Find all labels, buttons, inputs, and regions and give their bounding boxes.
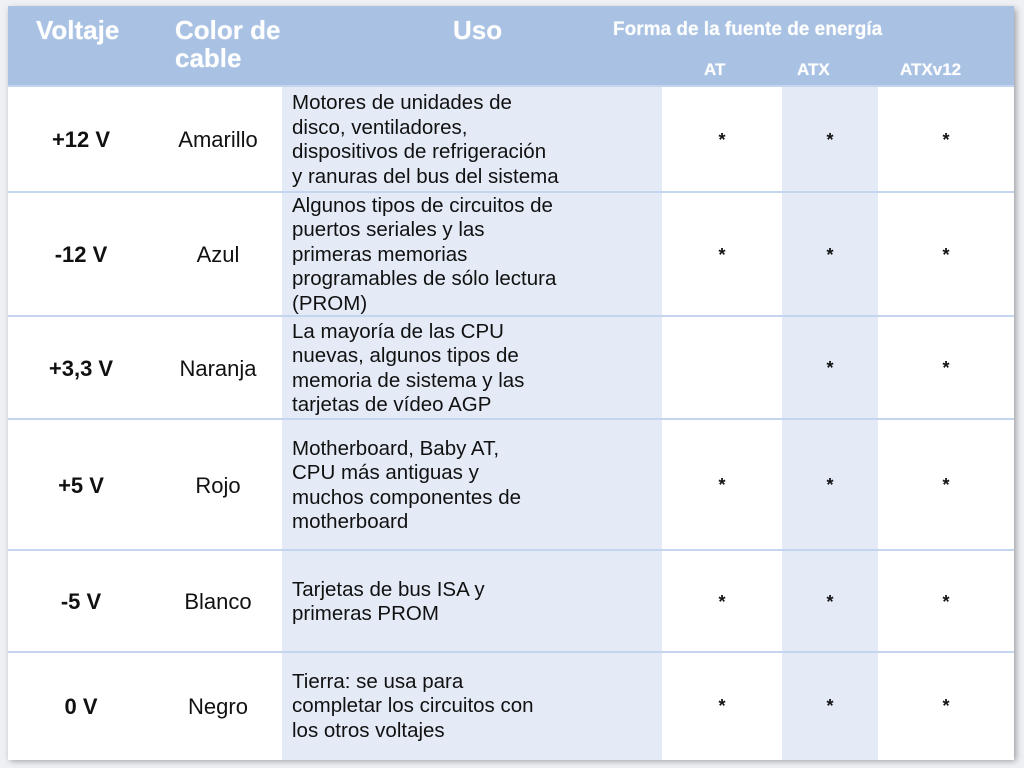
header-cable-color-line1: Color de — [175, 15, 281, 45]
use-line: completar los circuitos con — [292, 694, 534, 718]
use-line: puertos seriales y las — [292, 218, 485, 242]
use-line: primeras PROM — [292, 602, 439, 625]
cable-color-cell: Azul — [154, 193, 282, 317]
use-line: muchos componentes de — [292, 485, 522, 509]
use-line: Tierra: se usa para — [292, 669, 464, 693]
at-mark: * — [718, 696, 726, 716]
table-header — [8, 6, 1014, 85]
header-voltage: Voltaje — [36, 15, 120, 45]
use-line: motherboard — [292, 510, 409, 533]
cable-color-cell: Blanco — [154, 551, 282, 653]
use-line: Tarjetas de bus ISA y — [292, 577, 485, 601]
atx-mark: * — [826, 244, 834, 265]
header-atx: ATX — [797, 60, 830, 79]
at-mark: * — [718, 129, 726, 150]
use-line: los otros voltajes — [292, 718, 445, 742]
atxv12-mark: * — [942, 129, 950, 150]
table-row — [8, 549, 1014, 653]
table-row — [8, 418, 1014, 551]
voltage-cell: +5 V — [8, 420, 154, 551]
use-line: disco, ventiladores, — [292, 115, 468, 139]
use-line: tarjetas de vídeo AGP — [292, 393, 492, 416]
use-line: primeras memorias — [292, 242, 468, 266]
cable-color-cell: Naranja — [154, 317, 282, 420]
use-cell — [282, 317, 662, 420]
use-cell — [282, 551, 662, 653]
use-line: programables de sólo lectura — [292, 267, 557, 291]
header-at: AT — [704, 60, 726, 79]
at-mark: * — [718, 244, 726, 265]
at-mark: * — [718, 475, 726, 495]
atxv12-mark: * — [942, 591, 950, 612]
use-line: dispositivos de refrigeración — [292, 140, 547, 163]
atxv12-mark: * — [942, 696, 950, 716]
atxv12-mark: * — [942, 475, 950, 495]
use-cell — [282, 193, 662, 317]
use-line: La mayoría de las CPU — [292, 319, 504, 343]
use-line: memoria de sistema y las — [292, 368, 525, 392]
atx-mark: * — [826, 696, 834, 716]
atx-mark: * — [826, 475, 834, 495]
voltage-cell: +3,3 V — [8, 317, 154, 420]
use-line: (PROM) — [292, 291, 368, 315]
use-line: Motores de unidades de — [292, 91, 512, 114]
use-cell — [282, 87, 662, 193]
at-mark: * — [718, 591, 726, 612]
header-power-form: Forma de la fuente de energía — [613, 19, 883, 40]
atx-mark: * — [826, 129, 834, 150]
atxv12-mark: * — [942, 244, 950, 265]
table-row — [8, 191, 1014, 317]
power-supply-voltage-table — [8, 6, 1014, 758]
cable-color-cell: Negro — [154, 653, 282, 760]
atx-mark: * — [826, 591, 834, 612]
table-row — [8, 315, 1014, 420]
use-cell — [282, 420, 662, 551]
voltage-cell: -5 V — [8, 551, 154, 653]
use-line: Motherboard, Baby AT, — [292, 436, 500, 460]
header-atxv12: ATXv12 — [900, 60, 962, 79]
use-cell — [282, 653, 662, 760]
atx-mark: * — [826, 358, 834, 378]
use-line: CPU más antiguas y — [292, 461, 479, 484]
use-line: y ranuras del bus del sistema — [292, 164, 559, 188]
voltage-cell: +12 V — [8, 87, 154, 193]
atxv12-mark: * — [942, 358, 950, 378]
use-line: Algunos tipos de circuitos de — [292, 193, 553, 217]
cable-color-cell: Rojo — [154, 420, 282, 551]
cable-color-cell: Amarillo — [154, 87, 282, 193]
voltage-cell: 0 V — [8, 653, 154, 760]
header-use: Uso — [453, 15, 503, 45]
use-line: nuevas, algunos tipos de — [292, 344, 519, 367]
header-cable-color-line2: cable — [175, 43, 242, 73]
voltage-cell: -12 V — [8, 193, 154, 317]
table-row — [8, 85, 1014, 193]
table-row — [8, 651, 1014, 760]
